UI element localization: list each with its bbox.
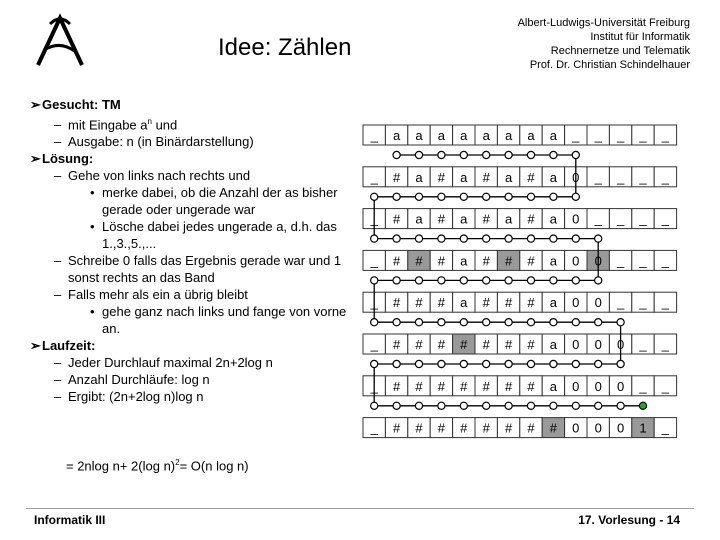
affiliation-line: Rechnernetze und Telematik bbox=[550, 45, 690, 57]
head-position bbox=[550, 277, 557, 284]
head-position bbox=[438, 402, 445, 409]
bullet-schreibe: – Schreibe 0 falls das Ergebnis gerade war und 1 sonst rechts an das Band bbox=[54, 253, 342, 286]
tape-symbol: a bbox=[549, 253, 558, 269]
tape-symbol: # bbox=[392, 420, 401, 436]
head-position bbox=[505, 277, 512, 284]
tape-symbol: _ bbox=[639, 211, 647, 227]
tape-symbol: a bbox=[460, 211, 468, 227]
tape-symbol: 0 bbox=[594, 337, 602, 352]
affiliation-line: Institut für Informatik bbox=[590, 31, 690, 43]
head-position bbox=[505, 235, 512, 242]
head-position bbox=[572, 402, 579, 409]
bullet-loesche: • Lösche dabei jedes ungerade a, d.h. das 1.,3.,5.,... bbox=[90, 219, 337, 252]
tape-symbol: # bbox=[504, 378, 513, 394]
head-position bbox=[371, 235, 378, 242]
tape-symbol: _ bbox=[661, 420, 670, 436]
arrow-bullet-icon: ➢ bbox=[30, 97, 41, 112]
head-position bbox=[483, 277, 490, 284]
tape-symbol: 0 bbox=[594, 378, 602, 394]
head-position bbox=[460, 277, 467, 284]
head-position bbox=[595, 402, 602, 409]
tape-symbol: a bbox=[460, 253, 468, 269]
final-head-position bbox=[639, 402, 646, 409]
tape-symbol: a bbox=[549, 378, 558, 394]
head-position bbox=[460, 193, 467, 200]
head-position bbox=[460, 402, 467, 409]
tape-symbol: # bbox=[392, 378, 401, 394]
tape-symbol: _ bbox=[594, 169, 602, 185]
head-position bbox=[550, 235, 557, 242]
head-position bbox=[572, 277, 579, 284]
tape-symbol: # bbox=[504, 295, 513, 311]
head-position bbox=[415, 402, 422, 409]
head-position bbox=[371, 193, 378, 200]
tape-symbol: 0 bbox=[572, 211, 580, 227]
head-position bbox=[505, 193, 512, 200]
head-position bbox=[371, 277, 378, 284]
tape-symbol: _ bbox=[370, 337, 378, 352]
bullet-laufzeit: ➢Laufzeit: bbox=[30, 338, 96, 354]
bullet-loesung: ➢Lösung: bbox=[30, 151, 94, 167]
head-position bbox=[550, 360, 557, 367]
head-position bbox=[527, 235, 534, 242]
tape-symbol: a bbox=[415, 128, 423, 143]
tape-row bbox=[363, 250, 677, 270]
tape-symbol: a bbox=[482, 128, 490, 143]
head-position bbox=[460, 151, 467, 158]
head-position bbox=[572, 235, 579, 242]
turing-machine-diagram bbox=[360, 122, 690, 467]
tape-symbol: # bbox=[392, 169, 401, 185]
bullet-eingabe: – mit Eingabe $a^n$ und bbox=[54, 117, 178, 133]
bullet-gesucht: ➢Gesucht: TM bbox=[30, 97, 121, 112]
tape-symbol: # bbox=[527, 420, 535, 436]
footer-lecture-page: 17. Vorlesung - 14 bbox=[578, 513, 680, 527]
arrow-bullet-icon: ➢ bbox=[30, 151, 41, 167]
tape-symbol: # bbox=[482, 169, 490, 185]
tape-row bbox=[363, 167, 677, 187]
head-position bbox=[415, 360, 422, 367]
bullet-durchlauf: – Jeder Durchlauf maximal 2n+2log n bbox=[54, 355, 273, 371]
affiliation-line: Prof. Dr. Christian Schindelhauer bbox=[529, 59, 690, 71]
head-position bbox=[572, 319, 579, 326]
head-position bbox=[572, 151, 579, 158]
tape-symbol: _ bbox=[594, 211, 602, 227]
head-position bbox=[438, 151, 445, 158]
tape-symbol: 0 bbox=[572, 420, 580, 436]
head-position bbox=[483, 235, 490, 242]
tape-row bbox=[363, 334, 677, 354]
head-position bbox=[595, 235, 602, 242]
tape-symbol: _ bbox=[572, 128, 580, 143]
head-position bbox=[393, 402, 400, 409]
tape-symbol: a bbox=[460, 295, 468, 311]
tape-symbol: _ bbox=[661, 295, 670, 311]
tape-symbol: _ bbox=[616, 211, 625, 227]
head-position bbox=[483, 193, 490, 200]
head-position bbox=[393, 319, 400, 326]
head-position bbox=[550, 402, 557, 409]
head-position bbox=[460, 319, 467, 326]
bullet-ergibt: – Ergibt: (2n+2log n)log n bbox=[54, 389, 204, 405]
tape-row bbox=[363, 376, 677, 396]
head-position bbox=[550, 193, 557, 200]
tape-symbol: # bbox=[527, 253, 535, 269]
head-position bbox=[617, 360, 624, 367]
head-position bbox=[393, 193, 400, 200]
head-position bbox=[505, 151, 512, 158]
tape-symbol: a bbox=[549, 337, 558, 352]
tape-symbol: _ bbox=[661, 378, 670, 394]
bullet-merke: • merke dabei, ob die Anzahl der as bisher gerade oder ungerade war bbox=[90, 185, 338, 218]
head-position bbox=[483, 151, 490, 158]
tape-symbol: _ bbox=[616, 253, 625, 269]
tape-symbol: # bbox=[415, 337, 423, 352]
tape-row bbox=[363, 418, 677, 438]
bullet-gehe-links: • gehe ganz nach links und fange von vorne an. bbox=[90, 304, 347, 337]
tape-symbol: _ bbox=[370, 211, 378, 227]
tape-symbol: # bbox=[549, 420, 558, 436]
head-position bbox=[483, 402, 490, 409]
tape-symbol: # bbox=[527, 378, 535, 394]
tape-symbol: # bbox=[392, 211, 401, 227]
tape-symbol: a bbox=[415, 169, 423, 185]
tape-symbol: _ bbox=[370, 128, 378, 143]
head-position bbox=[460, 235, 467, 242]
head-position bbox=[415, 319, 422, 326]
tape-symbol: _ bbox=[370, 378, 378, 394]
head-position bbox=[595, 360, 602, 367]
tape-symbol: # bbox=[482, 211, 490, 227]
tape-symbol: a bbox=[504, 211, 513, 227]
head-position bbox=[617, 319, 624, 326]
head-position bbox=[393, 235, 400, 242]
tape-symbol: # bbox=[437, 378, 446, 394]
tape-symbol: a bbox=[392, 128, 401, 143]
tape-symbol: # bbox=[437, 295, 446, 311]
head-position bbox=[415, 235, 422, 242]
tape-symbol: a bbox=[549, 128, 558, 143]
tape-symbol: 0 bbox=[594, 253, 602, 269]
affiliation bbox=[450, 16, 690, 72]
tape-symbol: a bbox=[504, 128, 513, 143]
tape-symbol: # bbox=[392, 337, 401, 352]
head-position bbox=[438, 277, 445, 284]
head-position bbox=[595, 319, 602, 326]
head-position bbox=[393, 360, 400, 367]
head-position bbox=[483, 360, 490, 367]
tape-symbol: 0 bbox=[594, 420, 602, 436]
head-position bbox=[415, 193, 422, 200]
tape-symbol: 0 bbox=[616, 337, 625, 352]
head-position bbox=[438, 235, 445, 242]
tape-row bbox=[363, 125, 677, 145]
tape-symbol: _ bbox=[639, 169, 647, 185]
head-position bbox=[527, 151, 534, 158]
tape-symbol: a bbox=[437, 128, 446, 143]
bullet-anzahl: – Anzahl Durchläufe: log n bbox=[54, 372, 210, 388]
arrow-bullet-icon: ➢ bbox=[30, 338, 41, 354]
tape-symbol: 0 bbox=[594, 295, 602, 311]
head-position bbox=[505, 360, 512, 367]
tape-symbol: # bbox=[437, 337, 446, 352]
tape-symbol: _ bbox=[616, 169, 625, 185]
tape-symbol: _ bbox=[616, 128, 625, 143]
tape-symbol: # bbox=[504, 337, 513, 352]
head-position bbox=[527, 277, 534, 284]
tape-row bbox=[363, 209, 677, 229]
tape-symbol: _ bbox=[370, 169, 378, 185]
tape-symbol: 0 bbox=[572, 378, 580, 394]
slide-title: Idee: Zählen bbox=[218, 34, 352, 61]
tape-symbol: a bbox=[460, 169, 468, 185]
bullet-gehe: – Gehe von links nach rechts und bbox=[54, 168, 251, 184]
tape-symbol: # bbox=[460, 420, 468, 436]
tape-symbol: # bbox=[527, 169, 535, 185]
head-position bbox=[438, 193, 445, 200]
tape-symbol: # bbox=[527, 295, 535, 311]
tape-symbol: 0 bbox=[616, 420, 625, 436]
tape-symbol: # bbox=[482, 420, 490, 436]
head-position bbox=[527, 360, 534, 367]
bullet-ausgabe: – Ausgabe: n (in Binärdarstellung) bbox=[54, 134, 254, 150]
tape-symbol: # bbox=[460, 337, 468, 352]
tape-symbol: # bbox=[482, 337, 490, 352]
head-position bbox=[527, 193, 534, 200]
head-position bbox=[393, 277, 400, 284]
tape-symbol: 0 bbox=[616, 378, 625, 394]
head-position bbox=[415, 277, 422, 284]
tape-symbol: _ bbox=[661, 128, 670, 143]
tape-symbol: _ bbox=[639, 378, 647, 394]
head-position bbox=[572, 193, 579, 200]
head-position bbox=[617, 402, 624, 409]
tape-symbol: _ bbox=[639, 295, 647, 311]
head-position bbox=[371, 360, 378, 367]
tape-symbol: _ bbox=[639, 337, 647, 352]
tape-symbol: _ bbox=[639, 253, 647, 269]
tape-symbol: _ bbox=[661, 337, 670, 352]
head-position bbox=[505, 402, 512, 409]
tape-symbol: # bbox=[482, 295, 490, 311]
head-position bbox=[460, 360, 467, 367]
tape-symbol: _ bbox=[661, 253, 670, 269]
tape-symbol: # bbox=[437, 420, 446, 436]
tape-symbol: # bbox=[504, 253, 513, 269]
bullet-falls: – Falls mehr als ein a übrig bleibt bbox=[54, 287, 248, 303]
tape-symbol: 0 bbox=[572, 253, 580, 269]
tape-symbol: # bbox=[482, 378, 490, 394]
tape-symbol: a bbox=[415, 211, 423, 227]
head-position bbox=[371, 402, 378, 409]
tape-symbol: # bbox=[504, 420, 513, 436]
tape-symbol: 1 bbox=[639, 420, 647, 436]
footer-course: Informatik III bbox=[34, 513, 106, 527]
university-logo bbox=[30, 10, 90, 72]
tape-symbol: # bbox=[415, 420, 423, 436]
tape-symbol: # bbox=[415, 378, 423, 394]
tape-row bbox=[363, 292, 677, 312]
tape-symbol: a bbox=[549, 169, 558, 185]
bullet-list bbox=[30, 96, 360, 405]
tape-symbol: _ bbox=[661, 169, 670, 185]
tape-symbol: # bbox=[392, 295, 401, 311]
head-position bbox=[415, 151, 422, 158]
tape-symbol: # bbox=[415, 295, 423, 311]
tape-symbol: _ bbox=[616, 295, 625, 311]
tape-symbol: _ bbox=[370, 420, 378, 436]
tape-symbol: _ bbox=[370, 253, 378, 269]
head-position bbox=[393, 151, 400, 158]
tape-symbol: _ bbox=[661, 211, 670, 227]
head-position bbox=[550, 319, 557, 326]
tape-symbol: # bbox=[437, 211, 446, 227]
footer-divider bbox=[26, 508, 694, 509]
tape-symbol: # bbox=[527, 337, 535, 352]
head-position bbox=[483, 319, 490, 326]
tape-symbol: a bbox=[527, 128, 535, 143]
head-position bbox=[572, 360, 579, 367]
tape-symbol: a bbox=[549, 295, 558, 311]
tape-symbol: # bbox=[527, 211, 535, 227]
head-position bbox=[371, 319, 378, 326]
tape-symbol: _ bbox=[639, 128, 647, 143]
tape-symbol: # bbox=[482, 253, 490, 269]
tape-symbol: 0 bbox=[572, 169, 580, 185]
head-position bbox=[527, 402, 534, 409]
tape-symbol: 0 bbox=[572, 295, 580, 311]
tape-symbol: # bbox=[460, 378, 468, 394]
runtime-formula: = 2nlog n+ 2(log n)$^2$= O(n log n) bbox=[66, 458, 249, 474]
head-position bbox=[438, 360, 445, 367]
tape-symbol: _ bbox=[594, 128, 602, 143]
head-position bbox=[550, 151, 557, 158]
head-position bbox=[505, 319, 512, 326]
tape-symbol: # bbox=[415, 253, 423, 269]
head-position bbox=[595, 277, 602, 284]
affiliation-line: Albert-Ludwigs-Universität Freiburg bbox=[517, 17, 690, 29]
tape-symbol: # bbox=[392, 253, 401, 269]
tape-symbol: # bbox=[437, 169, 446, 185]
tape-symbol: 0 bbox=[572, 337, 580, 352]
tape-symbol: a bbox=[549, 211, 558, 227]
tape-symbol: a bbox=[460, 128, 468, 143]
head-position bbox=[527, 319, 534, 326]
tape-symbol: _ bbox=[370, 295, 378, 311]
tape-symbol: # bbox=[437, 253, 446, 269]
tape-symbol: a bbox=[504, 169, 513, 185]
head-position bbox=[438, 319, 445, 326]
